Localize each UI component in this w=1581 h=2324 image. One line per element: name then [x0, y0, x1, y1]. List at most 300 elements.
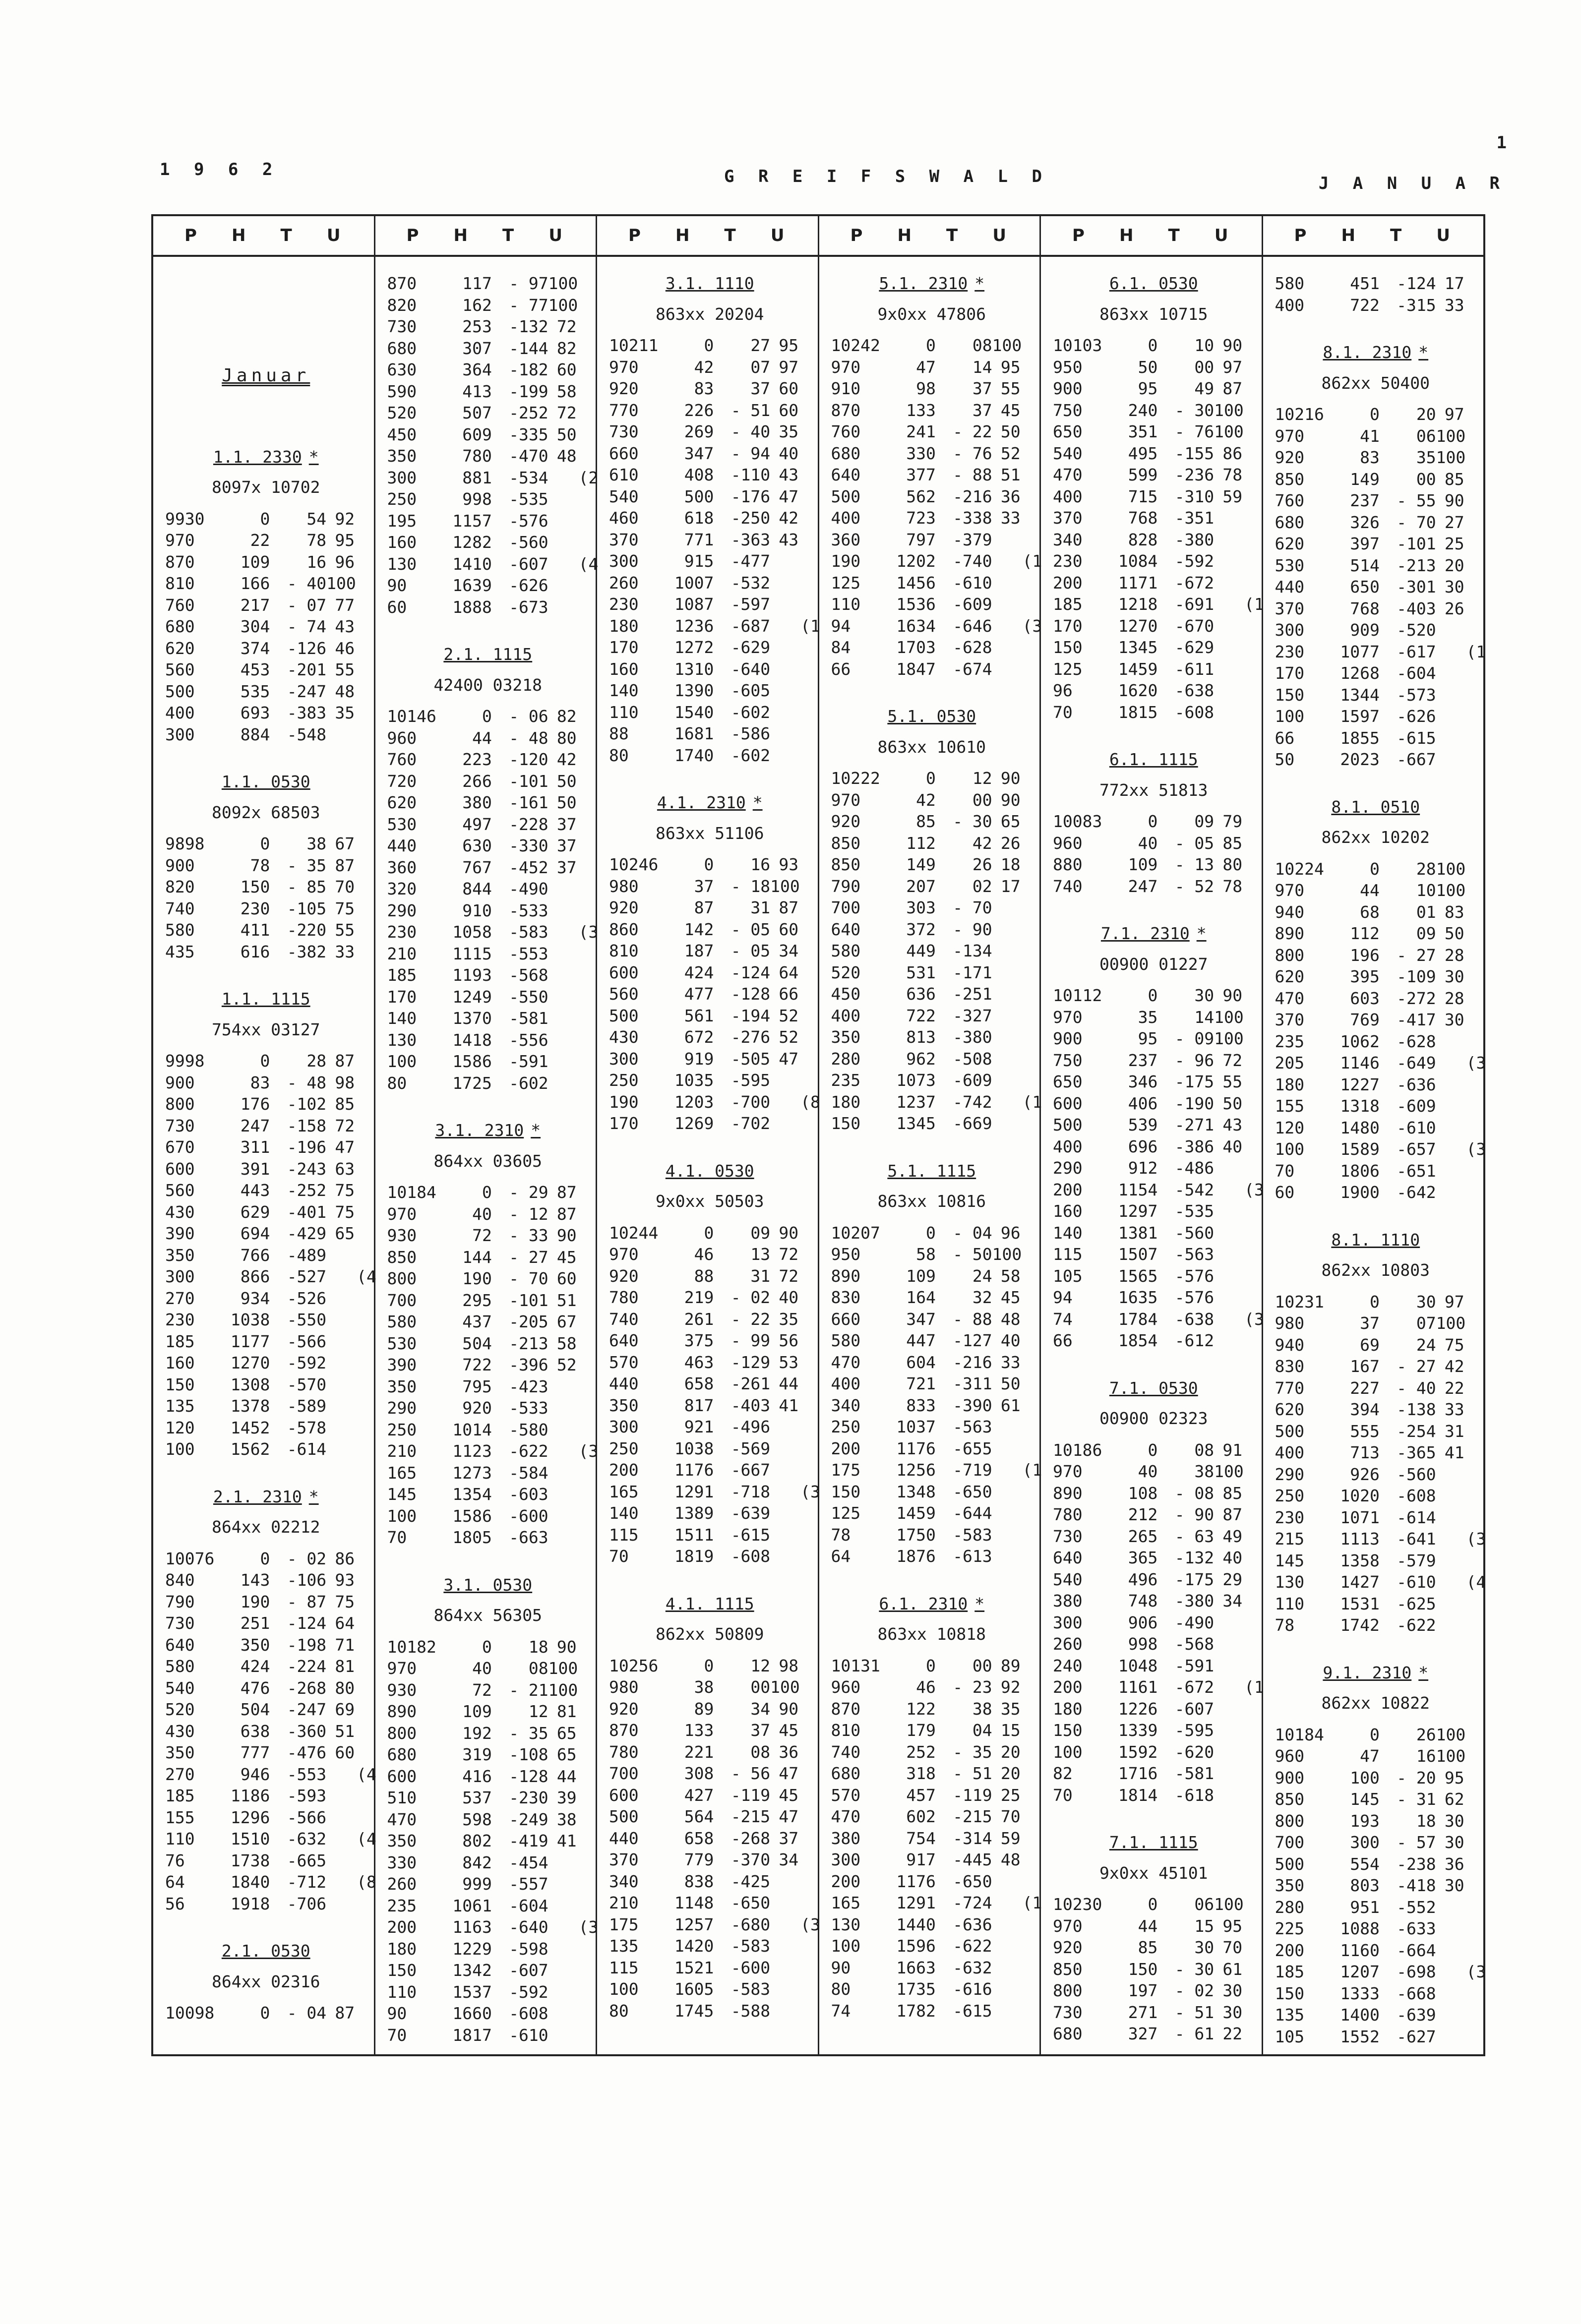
row-note	[798, 1026, 810, 1048]
value-u	[1214, 1633, 1242, 1655]
value-u: 40	[1222, 1136, 1243, 1156]
value-u: 95	[1444, 1768, 1464, 1788]
value-h: 145	[1350, 1789, 1380, 1809]
station-code: 862xx 10202	[1321, 828, 1430, 847]
value-u	[992, 1914, 1021, 1936]
column-header-label: P	[1294, 226, 1309, 245]
value-p: 890	[387, 1702, 417, 1721]
value-u: 15	[1000, 1721, 1021, 1740]
value-u	[1214, 1179, 1242, 1201]
value-h: 1176	[896, 1438, 936, 1458]
value-u: 65	[1000, 812, 1021, 831]
value-t: -496	[730, 1417, 771, 1436]
row-note	[1021, 400, 1033, 421]
sounding-section	[1053, 273, 1264, 723]
value-p: 200	[831, 1871, 861, 1891]
value-h: 0	[260, 1051, 270, 1071]
value-p: 280	[831, 1049, 861, 1069]
value-p: 115	[1053, 1245, 1083, 1264]
table-row	[165, 1309, 367, 1331]
value-t: -526	[287, 1288, 327, 1308]
value-u: 50	[556, 771, 577, 791]
value-u	[326, 1331, 355, 1353]
row-note	[798, 550, 810, 572]
value-h: 326	[1350, 512, 1380, 532]
value-h: 803	[1350, 1876, 1380, 1895]
value-u: 43	[1222, 1115, 1243, 1134]
value-t: -597	[730, 595, 771, 614]
column-header-label: H	[1119, 226, 1136, 245]
value-p: 230	[1275, 642, 1305, 661]
sounding-section	[165, 771, 367, 962]
value-h: 1410	[452, 554, 492, 574]
value-p: 580	[831, 941, 861, 960]
value-h: 46	[694, 1245, 714, 1264]
value-p: 260	[609, 573, 639, 593]
value-u: 17	[1000, 876, 1021, 896]
value-p: 470	[1275, 988, 1305, 1008]
value-t: - 70	[953, 898, 992, 917]
table-row	[387, 316, 589, 338]
row-note: (2	[578, 468, 599, 487]
value-u	[1436, 727, 1464, 749]
value-h: 1256	[896, 1460, 936, 1480]
value-p: 730	[1053, 2002, 1083, 2022]
value-h: 192	[462, 1723, 492, 1743]
table-row	[1275, 1031, 1477, 1053]
row-note	[1021, 357, 1033, 378]
value-t: -639	[730, 1503, 771, 1523]
value-t: - 50	[953, 1245, 992, 1264]
value-u: 87	[556, 1183, 577, 1202]
value-t: -609	[953, 595, 992, 614]
value-t: -629	[730, 638, 771, 657]
table-row	[1275, 1442, 1477, 1464]
value-p: 400	[1275, 295, 1305, 315]
column-header-label: P	[628, 226, 643, 245]
value-t: 14	[1194, 1007, 1215, 1027]
value-p: 290	[387, 900, 417, 920]
column-header-label: H	[675, 226, 692, 245]
value-t: -610	[953, 573, 992, 593]
value-p: 920	[609, 1266, 639, 1286]
value-h: 1297	[1118, 1201, 1158, 1221]
value-p: 530	[387, 814, 417, 834]
value-t: -615	[953, 2001, 992, 2021]
value-u	[1214, 658, 1242, 680]
row-note	[577, 402, 589, 424]
value-h: 1115	[452, 944, 492, 963]
column-header	[597, 216, 818, 257]
value-h: 44	[1360, 881, 1380, 900]
value-t: - 02	[730, 1288, 771, 1307]
page-number: 1	[1496, 133, 1507, 153]
value-t: 26	[1416, 1725, 1436, 1744]
column-header-label: U	[1214, 226, 1230, 245]
row-note	[798, 1373, 810, 1395]
value-p: 180	[1053, 1699, 1083, 1719]
value-u: 25	[1444, 534, 1464, 553]
value-u	[326, 1417, 355, 1439]
value-u	[992, 1957, 1021, 1979]
value-h: 308	[684, 1764, 714, 1783]
value-u: 26	[1444, 598, 1464, 618]
value-u: 89	[1000, 1656, 1021, 1675]
value-h: 391	[240, 1159, 270, 1179]
value-t: - 57	[1397, 1833, 1436, 1852]
value-p: 970	[387, 1204, 417, 1224]
value-h: 802	[462, 1831, 492, 1850]
value-h: 447	[906, 1331, 936, 1350]
value-p: 790	[831, 876, 861, 896]
value-u: 52	[779, 1006, 799, 1025]
value-p: 10246	[609, 855, 659, 874]
value-t: -247	[287, 1700, 327, 1719]
table-row	[387, 1203, 589, 1225]
value-p: 580	[387, 1312, 417, 1331]
row-note	[1464, 1312, 1476, 1334]
row-note	[1021, 1352, 1033, 1373]
value-h: 0	[925, 769, 936, 788]
value-h: 797	[906, 530, 936, 549]
row-note	[1242, 1093, 1254, 1115]
value-p: 390	[165, 1224, 195, 1243]
value-u: 28	[1444, 945, 1464, 965]
value-u	[1214, 637, 1242, 658]
value-p: 165	[609, 1482, 639, 1501]
value-h: 351	[1128, 422, 1158, 441]
value-p: 930	[387, 1680, 417, 1700]
value-p: 660	[831, 1309, 861, 1329]
value-t: -175	[1174, 1569, 1215, 1589]
row-note	[798, 876, 810, 897]
row-note	[577, 510, 589, 532]
value-h: 1784	[1118, 1309, 1158, 1329]
value-u	[992, 1438, 1021, 1460]
value-h: 909	[1350, 620, 1380, 640]
station-code: 863xx 10818	[877, 1624, 986, 1644]
value-t: -578	[287, 1418, 327, 1437]
value-u: 30	[1444, 967, 1464, 986]
value-t: 18	[528, 1637, 548, 1657]
value-p: 190	[609, 1092, 639, 1112]
value-h: 197	[1128, 1981, 1158, 2000]
row-note	[577, 1873, 589, 1895]
row-note: (1	[1022, 551, 1042, 571]
table-row	[1053, 400, 1255, 421]
value-t: -632	[953, 1958, 992, 1977]
value-u	[992, 1005, 1021, 1027]
row-note	[1021, 1524, 1033, 1546]
row-note	[577, 1809, 589, 1831]
value-t: -101	[509, 771, 548, 791]
value-t: -224	[287, 1657, 327, 1676]
column-header	[153, 216, 374, 257]
table-row	[387, 1701, 589, 1723]
value-u	[992, 983, 1021, 1005]
sounding-date-text: 8.1. 1110	[1331, 1230, 1420, 1250]
value-p: 64	[831, 1547, 851, 1566]
value-h: 921	[684, 1417, 714, 1436]
value-p: 100	[1275, 707, 1305, 726]
value-t: -580	[509, 1420, 548, 1439]
table-row	[609, 572, 811, 594]
table-row	[1053, 1633, 1255, 1655]
value-t: -611	[1174, 659, 1215, 679]
value-h: 768	[1128, 508, 1158, 528]
value-t: -640	[730, 659, 771, 679]
value-t: - 76	[953, 443, 992, 463]
row-note	[355, 1180, 366, 1201]
sounding-date-text: 8.1. 2310	[1323, 343, 1412, 362]
value-h: 1459	[896, 1503, 936, 1523]
table-row	[831, 378, 1033, 400]
value-p: 400	[831, 508, 861, 528]
value-t: -591	[1174, 1656, 1215, 1675]
value-t: -576	[1174, 1288, 1215, 1307]
row-note	[798, 854, 810, 876]
value-p: 730	[165, 1116, 195, 1135]
table-row	[609, 1070, 811, 1091]
value-u	[992, 1026, 1021, 1048]
value-p: 210	[387, 944, 417, 963]
value-t: -552	[1397, 1897, 1436, 1917]
table-row	[609, 507, 811, 529]
value-t: -396	[509, 1355, 548, 1374]
sounding-date-text: 2.1. 0530	[221, 1941, 310, 1961]
value-p: 640	[831, 919, 861, 939]
value-u: 40	[1000, 1331, 1021, 1350]
row-note	[798, 1265, 810, 1287]
value-t: -534	[509, 468, 548, 487]
value-t: -418	[1397, 1876, 1436, 1895]
value-p: 10244	[609, 1223, 659, 1243]
value-u	[1436, 1095, 1464, 1117]
value-t: -380	[953, 1027, 992, 1047]
row-note	[355, 1395, 366, 1417]
table-row	[609, 1222, 811, 1244]
row-note	[1242, 615, 1254, 637]
value-h: 40	[1138, 1462, 1158, 1481]
row-note: (4	[1466, 1572, 1486, 1592]
value-t: -363	[730, 530, 771, 549]
value-u: 77	[335, 595, 355, 615]
value-p: 100	[831, 1936, 861, 1956]
value-t: -706	[287, 1894, 327, 1913]
value-t: -584	[509, 1463, 548, 1483]
value-u	[770, 594, 798, 615]
table-row	[609, 1287, 811, 1309]
value-h: 109	[240, 552, 270, 572]
table-row	[1275, 1485, 1477, 1507]
table-row	[1053, 833, 1255, 854]
row-note	[577, 1895, 589, 1917]
table-row	[387, 273, 589, 295]
value-p: 10231	[1275, 1292, 1324, 1311]
value-h: 50	[1138, 357, 1158, 377]
value-u	[548, 1852, 577, 1874]
value-t: -667	[1397, 750, 1436, 769]
row-note	[1464, 1160, 1476, 1182]
value-u: 22	[1444, 1378, 1464, 1398]
value-p: 450	[831, 984, 861, 1004]
value-h: 934	[240, 1288, 270, 1308]
value-h: 133	[906, 400, 936, 420]
value-h: 1817	[452, 2025, 492, 2045]
value-t: - 88	[953, 465, 992, 484]
value-u: 43	[335, 617, 355, 636]
value-h: 1510	[230, 1829, 270, 1848]
sounding-date-text: 4.1. 0530	[665, 1161, 754, 1181]
sounding-date-text: 8.1. 0510	[1331, 797, 1420, 817]
value-h: 602	[906, 1807, 936, 1826]
value-t: -615	[1397, 728, 1436, 748]
row-note	[798, 983, 810, 1005]
value-p: 600	[1053, 1093, 1083, 1113]
row-note	[1464, 1724, 1476, 1746]
value-h: 0	[925, 1223, 936, 1243]
value-t: - 35	[953, 1742, 992, 1762]
value-p: 10230	[1053, 1895, 1102, 1914]
value-h: 713	[1350, 1443, 1380, 1462]
value-p: 135	[1275, 2005, 1305, 2025]
value-t: -401	[287, 1202, 327, 1222]
row-note	[798, 919, 810, 941]
value-u	[326, 1893, 355, 1915]
value-h: 767	[462, 857, 492, 877]
value-u: 17	[1444, 274, 1464, 293]
value-u: 78	[1222, 876, 1243, 896]
row-note	[355, 1785, 366, 1807]
value-h: 219	[684, 1288, 714, 1307]
table-row	[387, 1916, 599, 1938]
row-note	[1464, 619, 1476, 641]
value-h: 1291	[896, 1893, 936, 1912]
row-note	[798, 464, 810, 486]
value-u: 100	[548, 1659, 578, 1678]
value-u: 71	[335, 1635, 355, 1655]
value-p: 205	[1275, 1053, 1305, 1073]
value-t: -581	[509, 1009, 548, 1028]
value-t: 00	[750, 1677, 771, 1697]
year-header: 1 9 6 2	[160, 160, 280, 179]
table-row	[165, 1699, 367, 1721]
value-t: -535	[509, 489, 548, 509]
row-note	[1021, 335, 1033, 357]
row-note	[355, 898, 366, 920]
row-note	[798, 2000, 810, 2022]
value-h: 603	[1350, 988, 1380, 1008]
value-u: 97	[1444, 405, 1464, 424]
value-p: 730	[609, 422, 639, 441]
table-row	[609, 1265, 811, 1287]
value-t: 07	[1416, 1313, 1436, 1333]
value-p: 740	[831, 1742, 861, 1762]
value-u: 80	[335, 1678, 355, 1698]
value-u: 30	[1222, 1981, 1243, 2000]
value-u	[1436, 1550, 1464, 1572]
value-p: 94	[831, 616, 851, 636]
value-t: -490	[1174, 1612, 1215, 1632]
value-u: 100	[1436, 859, 1466, 879]
row-note	[1021, 940, 1033, 962]
value-p: 130	[387, 554, 417, 574]
value-u	[770, 1871, 798, 1893]
value-u: 33	[1444, 1400, 1464, 1419]
value-u: 90	[779, 1699, 799, 1719]
value-t: -199	[509, 381, 548, 401]
value-p: 250	[387, 489, 417, 509]
value-t: - 23	[953, 1677, 992, 1697]
value-t: -655	[953, 1438, 992, 1458]
row-note	[577, 1462, 589, 1484]
value-h: 0	[704, 1656, 714, 1675]
value-t: 42	[972, 833, 992, 853]
sounding-date	[387, 1574, 589, 1596]
value-u: 86	[335, 1549, 355, 1568]
table-row	[165, 1288, 367, 1310]
value-p: 10112	[1053, 986, 1102, 1005]
value-u: 98	[335, 1073, 355, 1092]
row-note	[1242, 1200, 1254, 1222]
row-note	[577, 338, 589, 359]
value-p: 70	[387, 2025, 407, 2045]
value-t: 04	[972, 1721, 992, 1740]
value-p: 800	[387, 1269, 417, 1288]
table-row	[387, 553, 599, 575]
table-row	[1275, 727, 1477, 749]
value-p: 970	[1053, 1916, 1083, 1936]
table-row	[831, 1957, 1033, 1979]
row-note	[798, 1806, 810, 1828]
value-p: 350	[387, 1831, 417, 1850]
row-note	[798, 1828, 810, 1849]
value-u: 45	[779, 1721, 799, 1740]
value-t: -380	[1174, 530, 1215, 549]
table-row	[831, 1655, 1033, 1677]
value-u	[326, 724, 355, 746]
value-h: 346	[1128, 1072, 1158, 1091]
value-t: 38	[972, 1699, 992, 1719]
table-row	[609, 378, 811, 400]
table-row	[1275, 988, 1477, 1010]
value-p: 870	[831, 1699, 861, 1719]
value-p: 640	[1053, 1548, 1083, 1567]
row-note	[1021, 1935, 1033, 1957]
value-p: 78	[831, 1525, 851, 1545]
value-t: -607	[509, 554, 548, 574]
value-t: -602	[730, 702, 771, 722]
table-row	[165, 1115, 367, 1137]
value-u	[770, 615, 798, 637]
value-p: 870	[831, 400, 861, 420]
value-p: 100	[387, 1052, 417, 1071]
row-note	[1021, 1502, 1033, 1524]
row-note	[577, 986, 589, 1008]
value-p: 80	[831, 1979, 851, 1999]
value-h: 1562	[230, 1439, 270, 1459]
value-u: 70	[335, 877, 355, 896]
value-t: 08	[1194, 1440, 1215, 1460]
value-p: 500	[1275, 1854, 1305, 1874]
value-t: -196	[287, 1137, 327, 1157]
value-t: -250	[730, 508, 771, 528]
value-t: 18	[1416, 1811, 1436, 1831]
table-row	[1275, 880, 1477, 901]
value-u: 100	[1436, 881, 1466, 900]
value-h: 1725	[452, 1073, 492, 1093]
value-u: 58	[556, 1333, 577, 1353]
